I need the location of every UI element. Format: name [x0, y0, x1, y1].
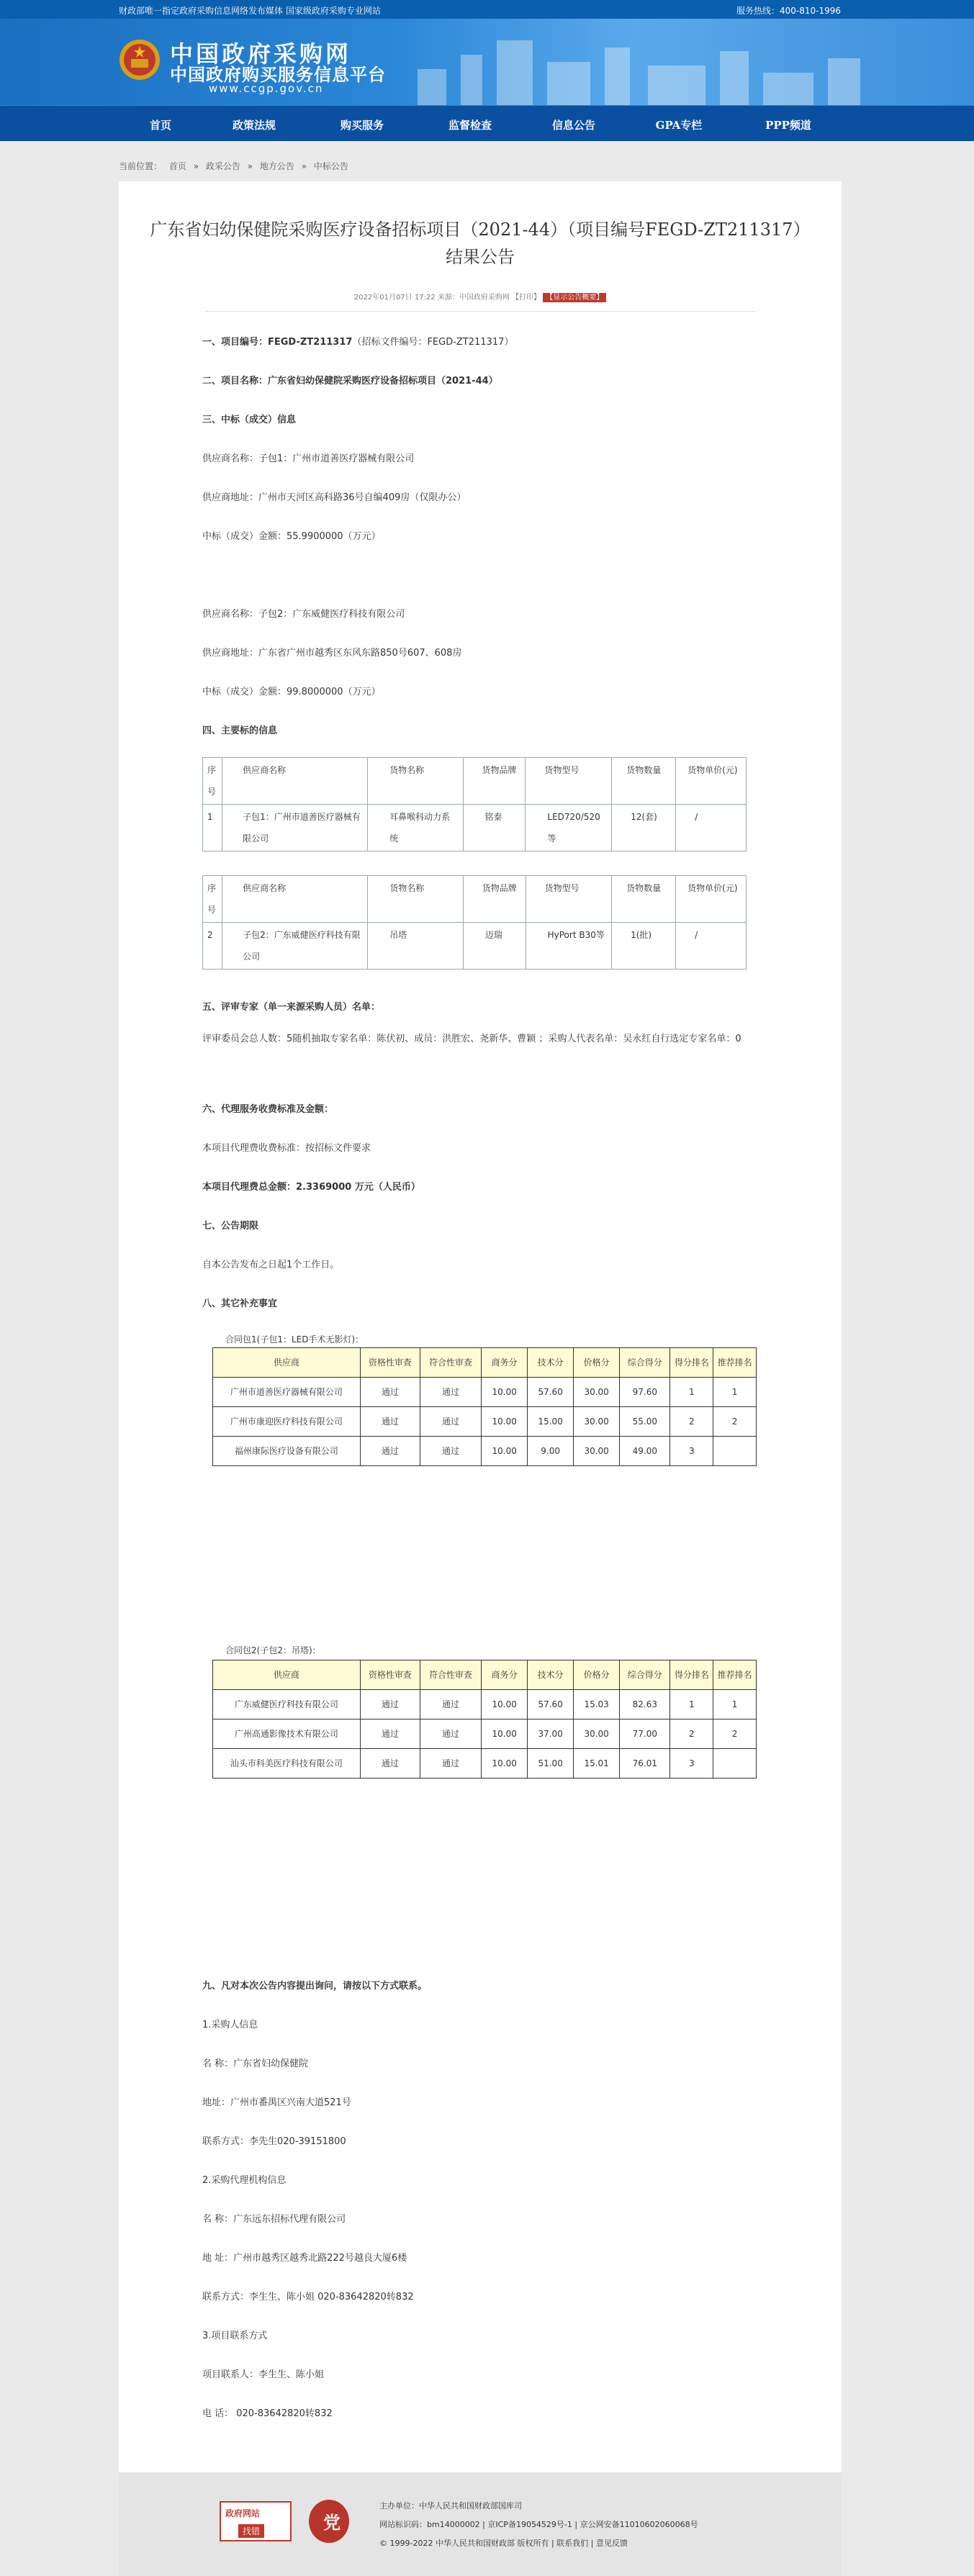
contact-3-title: 3.项目联系方式	[202, 2331, 268, 2341]
contact-1-title: 1.采购人信息	[202, 2020, 258, 2030]
cell: 30.00	[574, 1378, 620, 1407]
cell: 通过	[420, 1437, 481, 1466]
header-cell: 综合得分	[620, 1348, 670, 1378]
table-row	[213, 1719, 757, 1749]
title-line-2: 结果公告	[446, 247, 515, 267]
header-cell: 货物品牌	[463, 876, 526, 923]
cell: 铭泰	[463, 805, 526, 851]
contact-1-address: 地址：广州市番禺区兴南大道521号	[202, 2097, 351, 2108]
cell: 10.00	[482, 1749, 528, 1779]
goods-table-1	[202, 757, 747, 851]
table-row	[213, 1690, 757, 1719]
section-4: 四、主要标的信息	[202, 726, 278, 736]
cell: 76.01	[620, 1749, 670, 1779]
header-cell: 货物型号	[526, 876, 611, 923]
cell: 30.00	[574, 1407, 620, 1437]
notice-period: 自本公告发布之日起1个工作日。	[202, 1260, 340, 1270]
header-cell: 推荐排名	[713, 1348, 757, 1378]
cell: 30.00	[574, 1719, 620, 1749]
header-cell: 序号	[203, 758, 222, 805]
score-table-2	[212, 1660, 757, 1779]
cell: 1	[713, 1378, 757, 1407]
national-emblem-icon	[119, 37, 161, 82]
header-cell: 符合性审查	[420, 1660, 481, 1690]
header-cell: 货物名称	[368, 876, 464, 923]
article-meta	[119, 291, 842, 302]
header-cell: 货物名称	[368, 758, 463, 805]
cell: 2	[670, 1407, 713, 1437]
nav-item-announcements[interactable]: 信息公告	[551, 119, 595, 132]
header-cell: 资格性审查	[360, 1348, 420, 1378]
nav-item-purchase-service[interactable]: 购买服务	[340, 119, 384, 132]
site-subname: 中国政府购买服务信息平台	[170, 64, 386, 85]
footer	[119, 2472, 842, 2576]
breadcrumb-home[interactable]: 首页	[168, 161, 186, 171]
experts-text: 评审委员会总人数：5随机抽取专家名单：陈伏初、成员：洪胜宏、尧新华、曹颖 ；采购人代表名单：吴永红自行选定专家名单：0	[202, 1034, 741, 1044]
cell: 通过	[360, 1690, 420, 1719]
cell: 77.00	[620, 1719, 670, 1749]
title-line-1: 广东省妇幼保健院采购医疗设备招标项目（2021-44）（项目编号FEGD-ZT211317）	[150, 220, 811, 240]
section-3: 三、中标（成交）信息	[202, 415, 297, 425]
cell: 10.00	[482, 1437, 528, 1466]
top-bar	[0, 0, 974, 19]
nav-item-ppp[interactable]: PPP频道	[765, 119, 811, 132]
article-title	[119, 216, 842, 271]
contact-1-phone: 联系方式：李先生020-39151800	[202, 2136, 346, 2147]
goods-table-2	[202, 875, 747, 970]
breadcrumb-award[interactable]: 中标公告	[313, 161, 348, 171]
cell: 1	[670, 1378, 713, 1407]
table-row	[203, 805, 747, 851]
header-cell: 货物品牌	[463, 758, 526, 805]
header-cell: 推荐排名	[713, 1660, 757, 1690]
contact-3-person: 项目联系人：李生生、陈小姐	[202, 2369, 325, 2380]
cell: 82.63	[620, 1690, 670, 1719]
table-row	[203, 758, 747, 805]
footer-sponsor: 主办单位：中华人民共和国财政部国库司	[379, 2501, 522, 2511]
cell: 通过	[360, 1719, 420, 1749]
party-gov-badge-icon[interactable]: 党	[309, 2500, 349, 2543]
contract-package-2-title: 合同包2(子包2：吊塔)：	[225, 1645, 321, 1655]
contact-3-phone: 电 话： 020-83642820转832	[202, 2408, 333, 2419]
header-cell: 货物数量	[612, 876, 676, 923]
section-2: 二、项目名称：广东省妇幼保健院采购医疗设备招标项目（2021-44）	[202, 376, 498, 387]
header-cell: 货物单价(元)	[676, 876, 747, 923]
table-row	[213, 1660, 757, 1690]
site-name: 中国政府采购网	[170, 40, 352, 68]
header-cell: 商务分	[482, 1348, 528, 1378]
fee-standard: 本项目代理费收费标准：按招标文件要求	[202, 1143, 371, 1154]
main-nav	[0, 105, 974, 141]
article-panel	[119, 181, 842, 2472]
cell: 通过	[420, 1378, 481, 1407]
header-cell: 价格分	[574, 1348, 620, 1378]
header-cell: 序号	[203, 876, 222, 923]
header-cell: 商务分	[482, 1660, 528, 1690]
breadcrumb-procurement[interactable]: 政采公告	[205, 161, 240, 171]
header-cell: 符合性审查	[420, 1348, 481, 1378]
breadcrumb-prefix: 当前位置：	[119, 161, 163, 171]
header-cell: 技术分	[528, 1348, 574, 1378]
site-url: www.ccgp.gov.cn	[209, 82, 324, 95]
contact-2-title: 2.采购代理机构信息	[202, 2175, 287, 2186]
nav-item-policy[interactable]: 政策法规	[232, 119, 276, 132]
cell: 55.00	[620, 1407, 670, 1437]
cell: 15.03	[574, 1690, 620, 1719]
skyline-decoration	[403, 33, 907, 105]
breadcrumb-local[interactable]: 地方公告	[259, 161, 294, 171]
breadcrumb	[119, 160, 353, 172]
cell: 49.00	[620, 1437, 670, 1466]
cell: 15.01	[574, 1749, 620, 1779]
cell: 通过	[420, 1407, 481, 1437]
section-7: 七、公告期限	[202, 1221, 259, 1231]
supplier-2-address: 供应商地址：广东省广州市越秀区东风东路850号607、608房	[202, 648, 462, 659]
cell	[713, 1749, 757, 1779]
cell: 2	[713, 1719, 757, 1749]
cell: 通过	[420, 1690, 481, 1719]
section-1	[202, 334, 513, 348]
score-table-1	[212, 1347, 757, 1466]
footer-copyright: © 1999-2022 中华人民共和国财政部 版权所有 | 联系我们 | 意见反馈	[379, 2539, 628, 2548]
nav-item-supervision[interactable]: 监督检查	[448, 119, 492, 132]
divider	[205, 311, 755, 312]
cell: 3	[670, 1749, 713, 1779]
service-hotline: 服务热线：400-810-1996	[736, 6, 841, 16]
section-8: 八、其它补充事宜	[202, 1298, 278, 1309]
nav-item-home[interactable]: 首页	[149, 119, 171, 132]
cell: 吊塔	[368, 923, 464, 970]
header-cell: 技术分	[528, 1660, 574, 1690]
cell: 51.00	[528, 1749, 574, 1779]
cell: 1(批)	[612, 923, 676, 970]
header-cell: 得分排名	[670, 1348, 713, 1378]
breadcrumb-sep: »	[247, 161, 253, 171]
nav-item-gpa[interactable]: GPA专栏	[655, 119, 703, 132]
cell: 15.00	[528, 1407, 574, 1437]
cell: 57.60	[528, 1690, 574, 1719]
cell: HyPort B30等	[526, 923, 611, 970]
cell: 37.00	[528, 1719, 574, 1749]
section-1-title: 一、项目编号：FEGD-ZT211317	[202, 337, 353, 348]
cell: 1	[670, 1690, 713, 1719]
header-cell: 供应商	[213, 1348, 361, 1378]
cell: 广东威健医疗科技有限公司	[213, 1690, 361, 1719]
cell: 2	[713, 1407, 757, 1437]
cell: LED720/520等	[526, 805, 612, 851]
table-row	[213, 1437, 757, 1466]
footer-ids: 网站标识码：bm14000002 | 京ICP备19054529号-1 | 京公网安备11010602060068号	[379, 2520, 698, 2529]
supplier-2-amount: 中标（成交）金额：99.8000000（万元）	[202, 687, 381, 697]
supplier-2-name: 供应商名称：子包2：广东威健医疗科技有限公司	[202, 609, 405, 620]
cell: 10.00	[482, 1378, 528, 1407]
header-cell: 资格性审查	[360, 1660, 420, 1690]
section-9: 九、凡对本次公告内容提出询问，请按以下方式联系。	[202, 1981, 428, 1992]
cell: 迈瑞	[463, 923, 526, 970]
cell: 97.60	[620, 1378, 670, 1407]
header-cell: 价格分	[574, 1660, 620, 1690]
section-6: 六、代理服务收费标准及金额：	[202, 1104, 334, 1115]
header-cell: 货物数量	[612, 758, 676, 805]
cell: 子包2：广东威健医疗科技有限公司	[222, 923, 368, 970]
cell: 广州高通影像技术有限公司	[213, 1719, 361, 1749]
gov-site-error-report-logo[interactable]	[220, 2501, 292, 2541]
table-row	[213, 1378, 757, 1407]
logo-text: 找错	[238, 2524, 264, 2538]
header-cell: 综合得分	[620, 1660, 670, 1690]
logo-text: 政府网站	[225, 2508, 261, 2518]
cell: 1	[713, 1690, 757, 1719]
cell: 子包1：广州市道善医疗器械有限公司	[222, 805, 368, 851]
cell: 3	[670, 1437, 713, 1466]
header-cell: 供应商名称	[222, 876, 368, 923]
cell: 通过	[360, 1437, 420, 1466]
section-5: 五、评审专家（单一来源采购人员）名单：	[202, 1002, 381, 1013]
cell: 广州市康迎医疗科技有限公司	[213, 1407, 361, 1437]
cell: 广州市道善医疗器械有限公司	[213, 1378, 361, 1407]
header-cell: 货物单价(元)	[676, 758, 747, 805]
contact-1-name: 名 称：广东省妇幼保健院	[202, 2058, 309, 2069]
cell: 57.60	[528, 1378, 574, 1407]
header-cell: 供应商名称	[222, 758, 368, 805]
cell: 30.00	[574, 1437, 620, 1466]
cell: 1	[203, 805, 222, 851]
cell: 2	[670, 1719, 713, 1749]
cell: /	[676, 805, 747, 851]
cell: 10.00	[482, 1719, 528, 1749]
cell: 10.00	[482, 1407, 528, 1437]
cell: 汕头市科美医疗科技有限公司	[213, 1749, 361, 1779]
site-slogan: 财政部唯一指定政府采购信息网络发布媒体 国家级政府采购专业网站	[119, 6, 381, 16]
table-row	[203, 923, 747, 970]
cell: 耳鼻喉科动力系统	[368, 805, 463, 851]
cell: 通过	[420, 1749, 481, 1779]
supplier-1-name: 供应商名称：子包1：广州市道善医疗器械有限公司	[202, 453, 415, 464]
cell: 2	[203, 923, 222, 970]
cell	[713, 1437, 757, 1466]
fee-total: 本项目代理费总金额：2.3369000 万元（人民币）	[202, 1182, 420, 1193]
cell: /	[676, 923, 747, 970]
cell: 通过	[360, 1407, 420, 1437]
contact-2-name: 名 称：广东远东招标代理有限公司	[202, 2214, 346, 2225]
breadcrumb-sep: »	[193, 161, 199, 171]
cell: 9.00	[528, 1437, 574, 1466]
header-cell: 货物型号	[526, 758, 612, 805]
show-summary-button[interactable]: 【显示公告概要】	[543, 293, 606, 302]
header-cell: 得分排名	[670, 1660, 713, 1690]
cell: 通过	[360, 1378, 420, 1407]
cell: 12(套)	[612, 805, 676, 851]
cell: 10.00	[482, 1690, 528, 1719]
cell: 通过	[420, 1719, 481, 1749]
contract-package-1-title: 合同包1(子包1：LED手术无影灯)：	[225, 1334, 364, 1345]
cell: 福州康际医疗设备有限公司	[213, 1437, 361, 1466]
table-row	[213, 1348, 757, 1378]
cell: 通过	[360, 1749, 420, 1779]
supplier-1-amount: 中标（成交）金额：55.9900000（万元）	[202, 531, 381, 542]
section-1-tail: （招标文件编号：FEGD-ZT211317）	[352, 337, 514, 348]
contact-2-phone: 联系方式：李生生、陈小姐 020-83642820转832	[202, 2292, 414, 2302]
meta-text: 2022年01月07日 17:22 来源：中国政府采购网 【打印】	[353, 294, 541, 302]
table-row	[203, 876, 747, 923]
header-cell: 供应商	[213, 1660, 361, 1690]
table-row	[213, 1407, 757, 1437]
supplier-1-address: 供应商地址：广州市天河区高科路36号自编409房（仅限办公）	[202, 492, 466, 503]
breadcrumb-sep: »	[301, 161, 307, 171]
contact-2-address: 地 址：广州市越秀区越秀北路222号越良大厦6楼	[202, 2253, 407, 2264]
table-row	[213, 1749, 757, 1779]
